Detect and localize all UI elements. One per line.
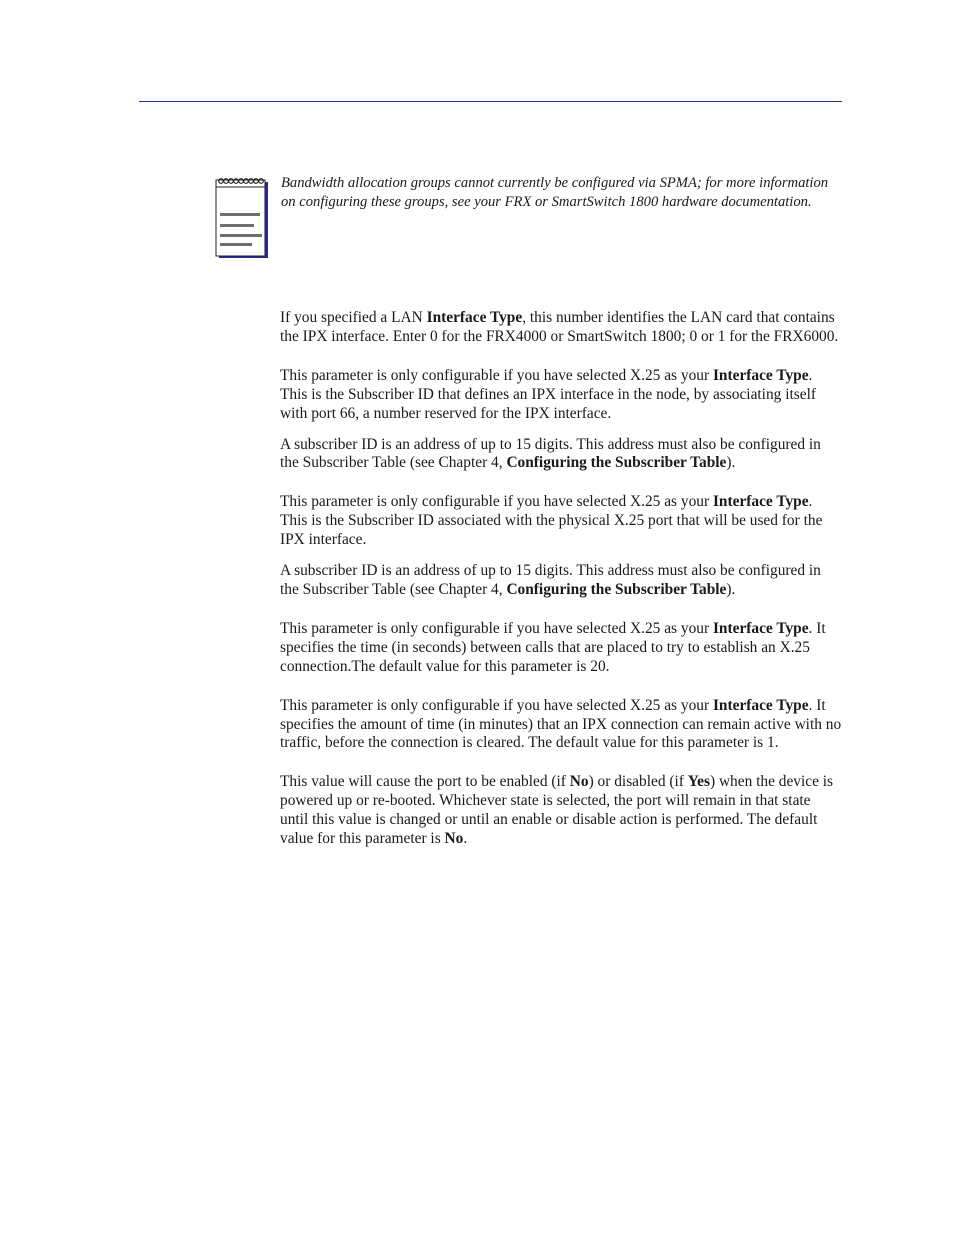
text-run: ) or disabled (if [588, 773, 688, 791]
paragraph [280, 773, 842, 849]
notepad-icon [214, 176, 270, 260]
text-run: A subscriber ID is an address of up to 15 digits. This address must also be configured in the Subscriber Table (see Chapter 4, [280, 562, 821, 598]
bold-term: Configuring the Subscriber Table [506, 454, 727, 472]
text-run: ). [726, 580, 736, 598]
text-run: This parameter is only configurable if you have selected X.25 as your [280, 493, 713, 511]
bold-term: Configuring the Subscriber Table [506, 580, 727, 598]
section-call-retry [280, 620, 842, 677]
bold-term: Interface Type [712, 366, 809, 384]
section-port-state [280, 773, 842, 849]
paragraph [280, 493, 842, 550]
paragraph [280, 697, 842, 754]
text-run: A subscriber ID is an address of up to 15 digits. This address must also be configured in the Subscriber Table (see Chapter 4, [280, 435, 821, 472]
paragraph [280, 562, 842, 600]
bold-term: No [444, 830, 464, 848]
text-run: . It specifies the amount of time (in minutes) that an IPX connection can remain active with no traffic, before the connection is cleared. The default value for this parameter is 1. [280, 696, 842, 752]
text-run: , this number identifies the LAN card that contains the IPX interface. Enter 0 for the FRX4000 or SmartSwitch 1800; 0 or 1 for the FRX6000. [280, 309, 839, 345]
text-run: If you specified a LAN [280, 309, 427, 326]
bold-term: Yes [687, 773, 710, 791]
paragraph [280, 367, 842, 424]
note-text: Bandwidth allocation groups cannot currently be configured via SPMA; for more information on configuring these groups, see your FRX or SmartSwitch 1800 hardware documentation. [281, 175, 829, 210]
bold-term: No [569, 773, 589, 791]
paragraph [280, 309, 842, 347]
document-body [280, 309, 842, 849]
paragraph [280, 620, 842, 677]
text-run: This parameter is only configurable if you have selected X.25 as your [280, 366, 713, 384]
text-run: . [463, 830, 468, 848]
text-run: ). [726, 454, 736, 472]
bold-term: Interface Type [712, 619, 809, 637]
header-rule [139, 101, 842, 102]
section-x25-subscriber-id [280, 493, 842, 600]
section-ipx-subscriber-id [280, 367, 842, 474]
text-run: . This is the Subscriber ID associated with the physical X.25 port that will be used for the IPX interface. [280, 493, 823, 549]
text-run: . It specifies the time (in seconds) between calls that are placed to try to establish an X.25 connection.The default value for this parameter is 20. [280, 619, 826, 675]
section-lan-card [280, 309, 842, 347]
text-run: ) when the device is powered up or re-booted. Whichever state is selected, the port will remain in that state until this value is changed or until an enable or disable action is performed. The default value for this parameter is [280, 773, 834, 848]
bold-term: Interface Type [426, 309, 523, 326]
text-run: This parameter is only configurable if you have selected X.25 as your [280, 619, 713, 637]
section-idle-timeout [280, 697, 842, 754]
text-run: This value will cause the port to be enabled (if [280, 773, 570, 791]
text-run: This parameter is only configurable if you have selected X.25 as your [280, 696, 713, 714]
bold-term: Interface Type [712, 696, 809, 714]
paragraph [280, 436, 842, 474]
text-run: . This is the Subscriber ID that defines an IPX interface in the node, by associating itself with port 66, a number reserved for the IPX interface. [280, 366, 816, 422]
bold-term: Interface Type [712, 493, 809, 511]
